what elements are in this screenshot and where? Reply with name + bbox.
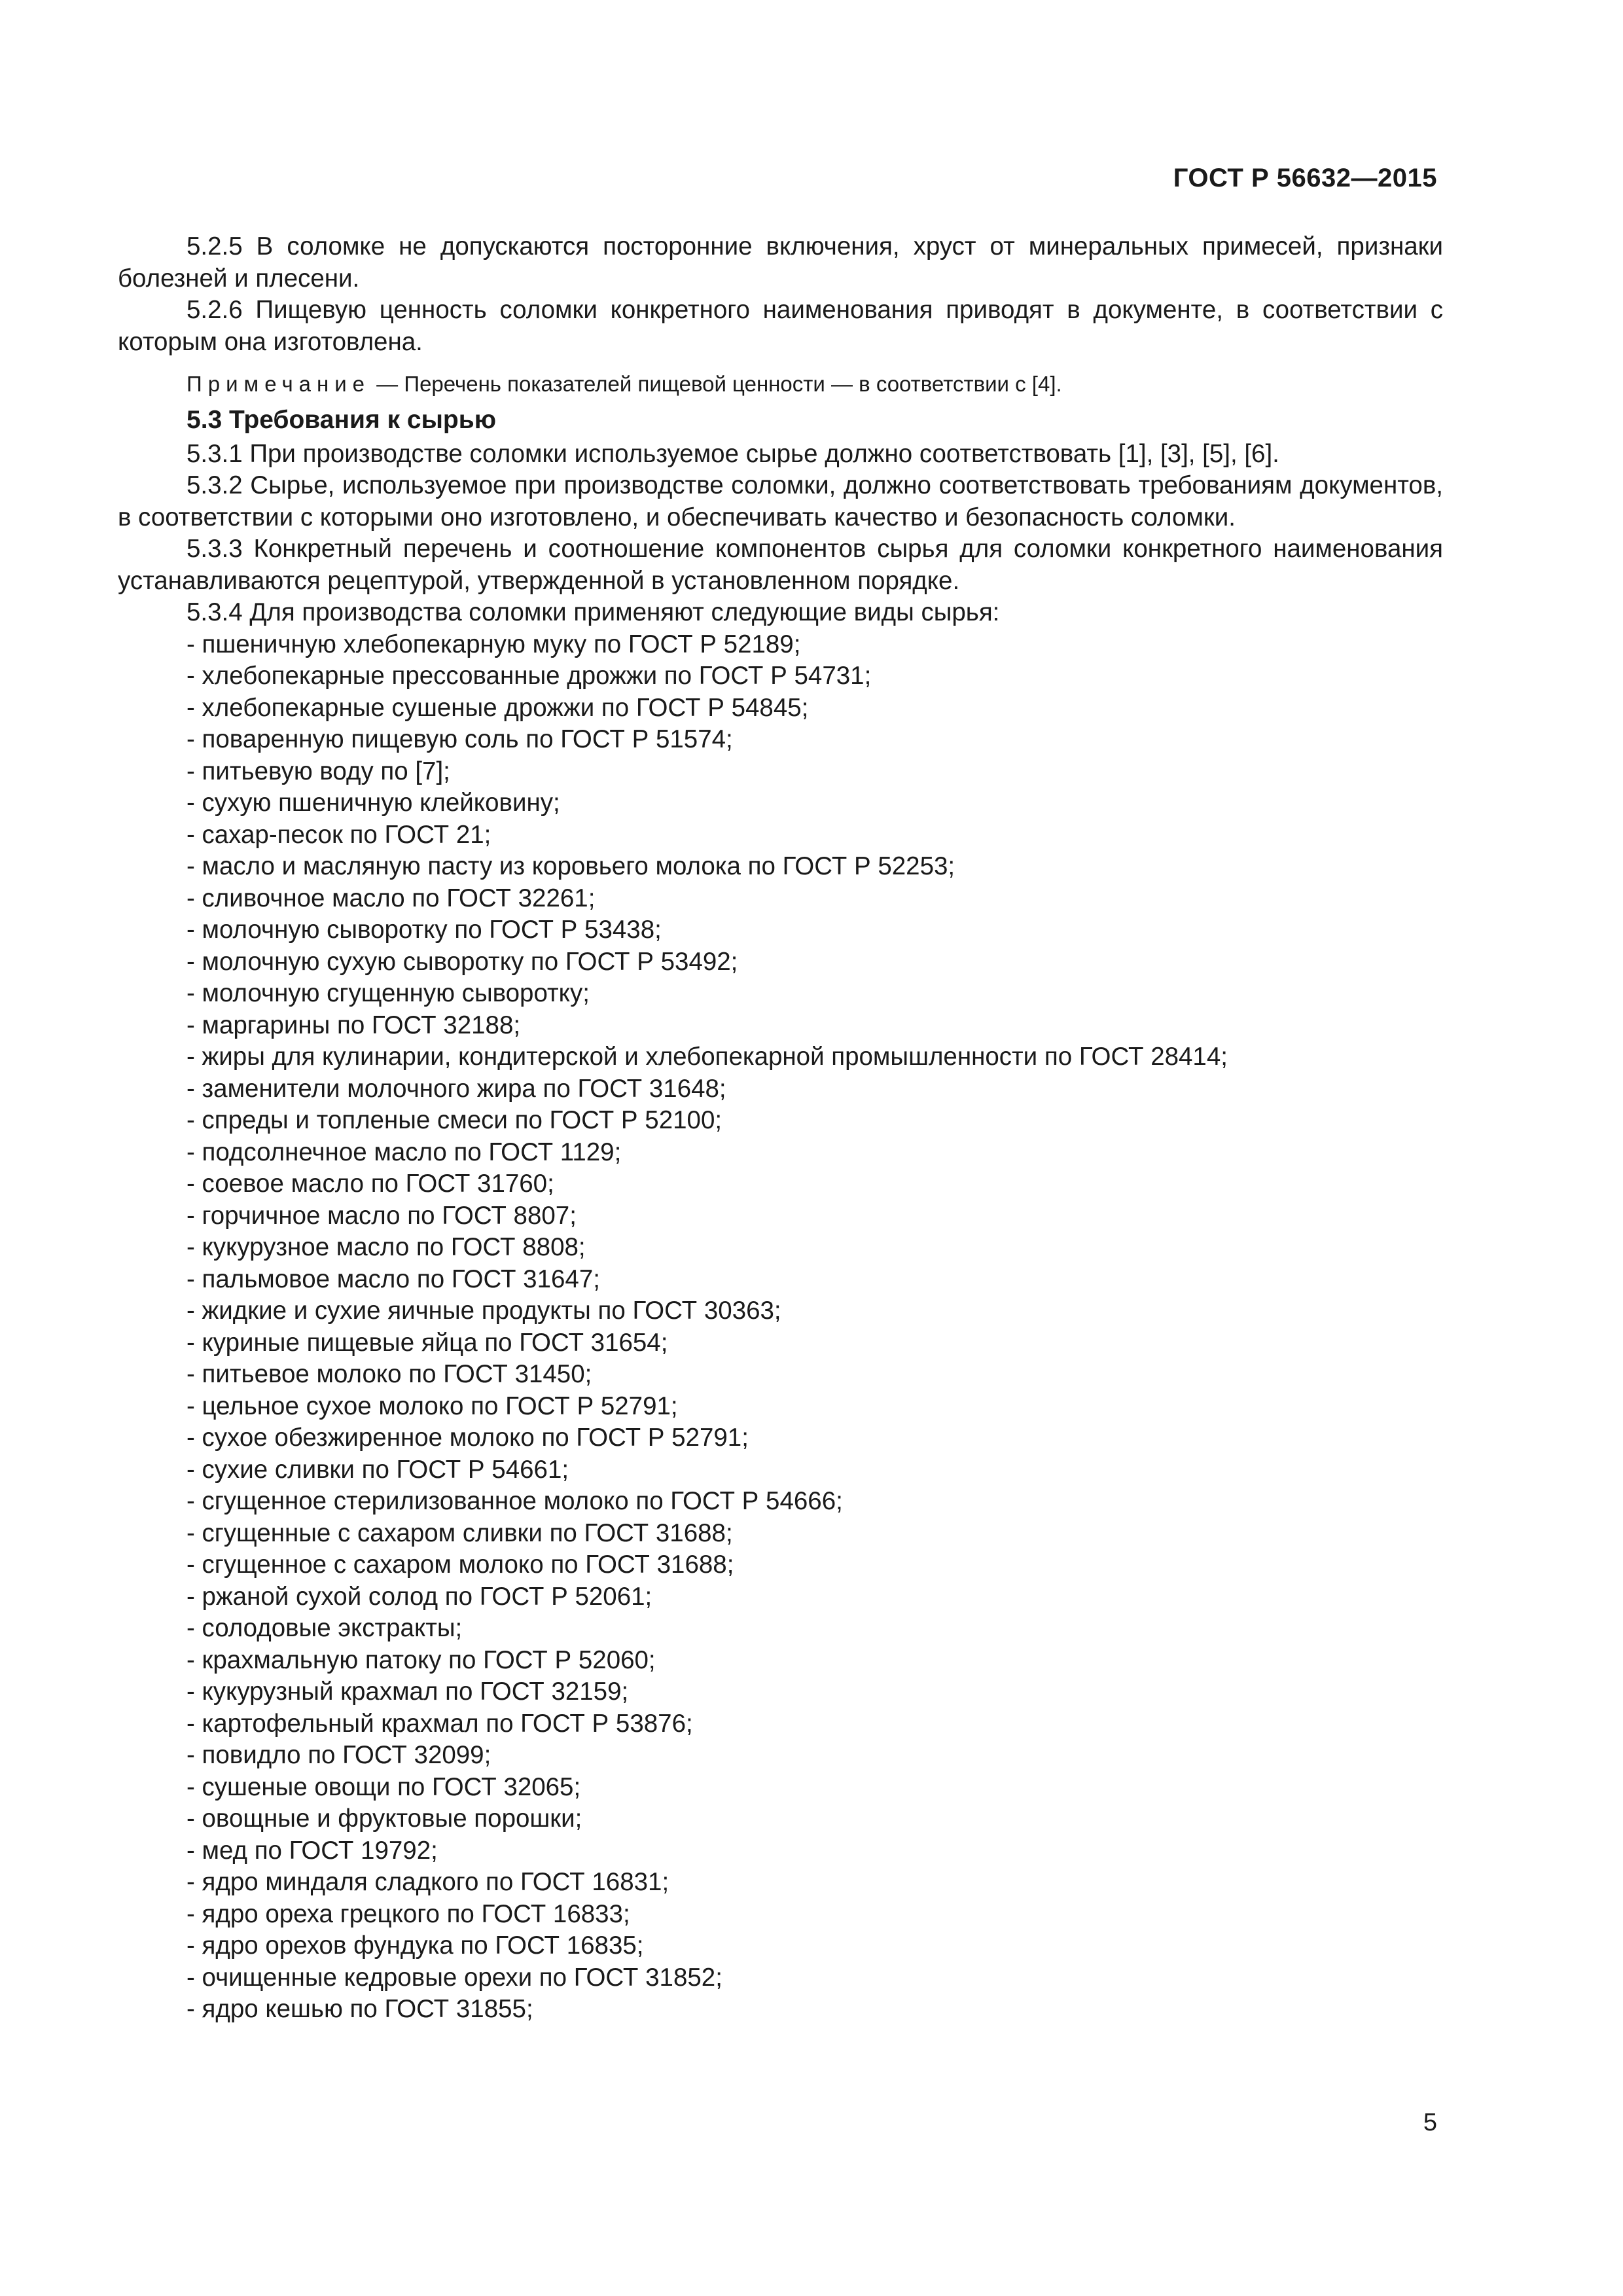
- list-item: - маргарины по ГОСТ 32188;: [187, 1011, 521, 1039]
- list-item: - молочную сухую сыворотку по ГОСТ Р 53492;: [187, 947, 738, 976]
- list-item: - хлебопекарные сушеные дрожжи по ГОСТ Р 54845;: [187, 693, 809, 722]
- paragraph-5-3-3: 5.3.3 Конкретный перечень и соотношение компонентов сырья для соломки конкретного наименования устанавливаются рецептурой, утвержденной в установленном порядке.: [118, 535, 1443, 595]
- list-item: - жиры для кулинарии, кондитерской и хлебопекарной промышленности по ГОСТ 28414;: [187, 1043, 1228, 1071]
- list-item: - молочную сыворотку по ГОСТ Р 53438;: [187, 916, 662, 944]
- paragraph-5-2-5: 5.2.5 В соломке не допускаются посторонние включения, хруст от минеральных примесей, признаки болезней и плесени.: [118, 232, 1443, 293]
- document-code: ГОСТ Р 56632—2015: [1173, 164, 1437, 192]
- list-item: - сахар-песок по ГОСТ 21;: [187, 820, 491, 849]
- page-content: [118, 231, 1443, 2026]
- list-item: - кукурузное масло по ГОСТ 8808;: [187, 1233, 586, 1261]
- list-item: - сгущенное с сахаром молоко по ГОСТ 31688;: [187, 1551, 734, 1579]
- list-item: - крахмальную патоку по ГОСТ Р 52060;: [187, 1645, 656, 1674]
- section-heading-5-3: 5.3 Требования к сырью: [187, 405, 497, 434]
- list-item: - соевое масло по ГОСТ 31760;: [187, 1170, 554, 1198]
- list-item: - овощные и фруктовые порошки;: [187, 1804, 582, 1833]
- list-item: - молочную сгущенную сыворотку;: [187, 979, 590, 1007]
- list-item: - пальмовое масло по ГОСТ 31647;: [187, 1265, 600, 1293]
- note-label: Примечание: [187, 372, 371, 396]
- paragraph-5-3-1: 5.3.1 При производстве соломки используемое сырье должно соответствовать [1], [3], [5], [6].: [187, 439, 1279, 468]
- list-item: - цельное сухое молоко по ГОСТ Р 52791;: [187, 1391, 678, 1420]
- list-item: - масло и масляную пасту из коровьего молока по ГОСТ Р 52253;: [187, 852, 955, 880]
- list-item: - сливочное масло по ГОСТ 32261;: [187, 884, 596, 912]
- list-item: - солодовые экстракты;: [187, 1614, 463, 1642]
- note: [118, 368, 1443, 401]
- paragraph-5-3-4: 5.3.4 Для производства соломки применяют следующие виды сырья:: [187, 598, 1000, 626]
- list-item: - ядро орехов фундука по ГОСТ 16835;: [187, 1931, 644, 1960]
- list-item: - ядро кешью по ГОСТ 31855;: [187, 1995, 533, 2023]
- list-item: - куриные пищевые яйца по ГОСТ 31654;: [187, 1328, 668, 1357]
- list-item: - подсолнечное масло по ГОСТ 1129;: [187, 1138, 622, 1166]
- list-item: - пшеничную хлебопекарную муку по ГОСТ Р 52189;: [187, 630, 801, 658]
- list-item: - спреды и топленые смеси по ГОСТ Р 52100;: [187, 1106, 722, 1134]
- paragraph-5-3-2: 5.3.2 Сырье, используемое при производстве соломки, должно соответствовать требованиям документов, в соответствии с которыми оно изготовлено, и обеспечивать качество и безопасность соломки.: [118, 471, 1443, 531]
- list-item: - ядро миндаля сладкого по ГОСТ 16831;: [187, 1868, 669, 1896]
- list-item: - сушеные овощи по ГОСТ 32065;: [187, 1772, 581, 1801]
- list-item: - поваренную пищевую соль по ГОСТ Р 51574;: [187, 725, 733, 753]
- list-item: - горчичное масло по ГОСТ 8807;: [187, 1201, 577, 1230]
- list-item: - мед по ГОСТ 19792;: [187, 1836, 438, 1865]
- list-item: - питьевую воду по [7];: [187, 757, 450, 785]
- list-item: - повидло по ГОСТ 32099;: [187, 1741, 491, 1769]
- raw-materials-list: [118, 629, 1443, 2026]
- list-item: - жидкие и сухие яичные продукты по ГОСТ 30363;: [187, 1297, 781, 1325]
- list-item: - хлебопекарные прессованные дрожжи по ГОСТ Р 54731;: [187, 662, 872, 690]
- list-item: - сгущенное стерилизованное молоко по ГОСТ Р 54666;: [187, 1487, 843, 1515]
- list-item: - ядро ореха грецкого по ГОСТ 16833;: [187, 1899, 630, 1928]
- list-item: - сухие сливки по ГОСТ Р 54661;: [187, 1455, 569, 1484]
- paragraph-5-2-6: 5.2.6 Пищевую ценность соломки конкретного наименования приводят в документе, в соответствии с которым она изготовлена.: [118, 296, 1443, 356]
- list-item: - сухое обезжиренное молоко по ГОСТ Р 52791;: [187, 1424, 749, 1452]
- note-text: — Перечень показателей пищевой ценности — в соответствии с [4].: [370, 372, 1062, 396]
- list-item: - питьевое молоко по ГОСТ 31450;: [187, 1360, 592, 1388]
- list-item: - очищенные кедровые орехи по ГОСТ 31852;: [187, 1963, 722, 1992]
- list-item: - сгущенные с сахаром сливки по ГОСТ 31688;: [187, 1518, 733, 1547]
- list-item: - сухую пшеничную клейковину;: [187, 789, 560, 817]
- page-number: 5: [1423, 2109, 1437, 2136]
- list-item: - заменители молочного жира по ГОСТ 31648;: [187, 1074, 726, 1103]
- list-item: - ржаной сухой солод по ГОСТ Р 52061;: [187, 1582, 652, 1611]
- list-item: - картофельный крахмал по ГОСТ Р 53876;: [187, 1709, 693, 1738]
- list-item: - кукурузный крахмал по ГОСТ 32159;: [187, 1677, 629, 1706]
